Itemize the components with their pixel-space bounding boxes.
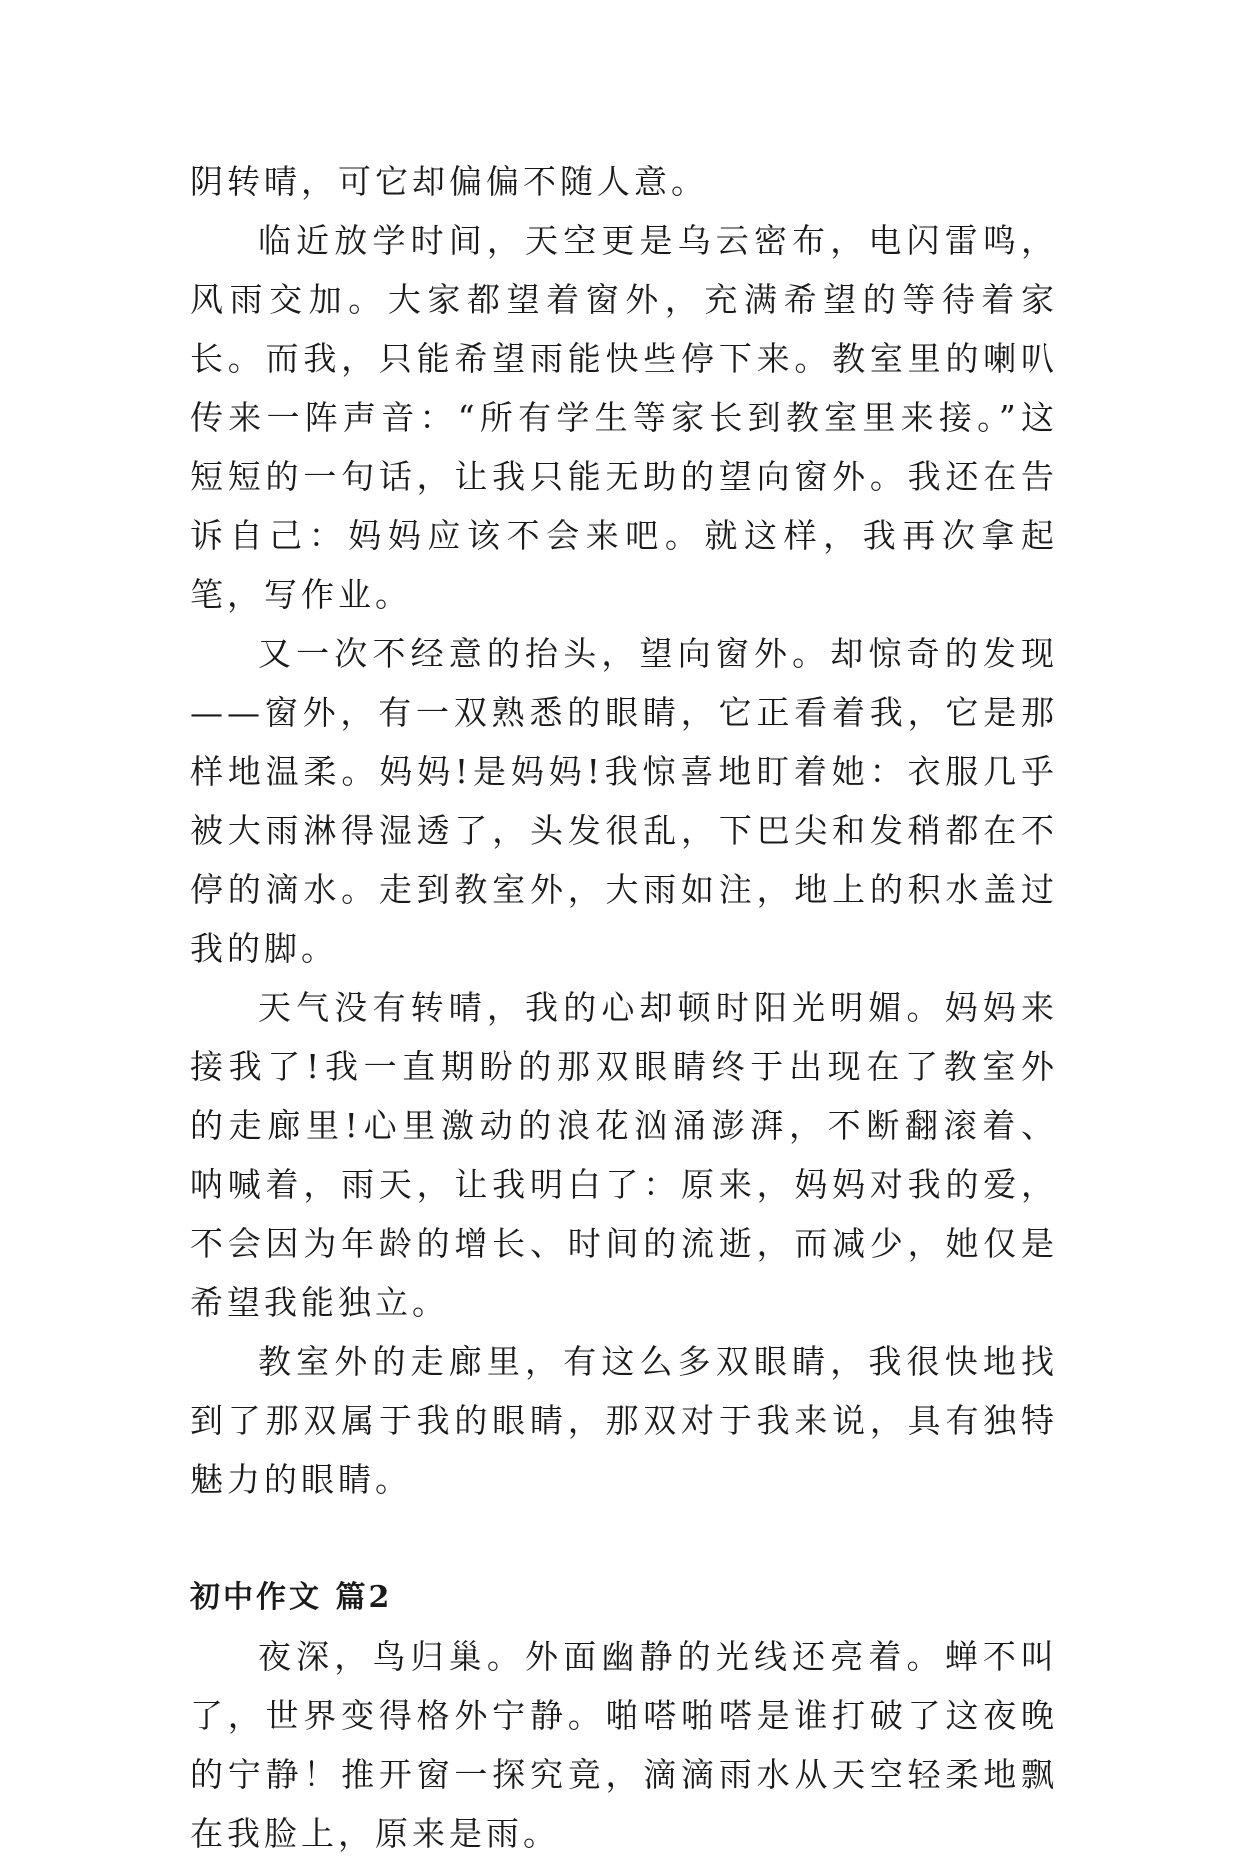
paragraph: 天气没有转晴，我的心却顿时阳光明媚。妈妈来接我了!我一直期盼的那双眼睛终于出现在了教室外的走廊里!心里激动的浪花汹涌澎湃，不断翻滚着、呐喊着，雨天，让我明白了：原来，妈妈对我的爱，不会因为年龄的增长、时间的流逝，而减少，她仅是希望我能独立。	[190, 988, 1058, 1322]
paragraph-continuation: 阴转晴，可它却偏偏不随人意。	[190, 162, 708, 201]
document-page	[190, 152, 1058, 1863]
section-heading: 初中作文 篇2	[190, 1580, 393, 1615]
paragraph: 临近放学时间，天空更是乌云密布，电闪雷鸣，风雨交加。大家都望着窗外，充满希望的等待着家长。而我，只能希望雨能快些停下来。教室里的喇叭传来一阵声音：“所有学生等家长到教室里来接。”这短短的一句话，让我只能无助的望向窗外。我还在告诉自己：妈妈应该不会来吧。就这样，我再次拿起笔，写作业。	[190, 221, 1058, 614]
paragraph: 又一次不经意的抬头，望向窗外。却惊奇的发现——窗外，有一双熟悉的眼睛，它正看着我，它是那样地温柔。妈妈!是妈妈!我惊喜地盯着她：衣服几乎被大雨淋得湿透了，头发很乱，下巴尖和发稍都在不停的滴水。走到教室外，大雨如注，地上的积水盖过我的脚。	[190, 634, 1058, 968]
paragraph: 夜深，鸟归巢。外面幽静的光线还亮着。蝉不叫了，世界变得格外宁静。啪嗒啪嗒是谁打破了这夜晚的宁静！推开窗一探究竟，滴滴雨水从天空轻柔地飘在我脸上，原来是雨。	[190, 1637, 1058, 1853]
paragraph: 教室外的走廊里，有这么多双眼睛，我很快地找到了那双属于我的眼睛，那双对于我来说，具有独特魅力的眼睛。	[190, 1342, 1058, 1499]
